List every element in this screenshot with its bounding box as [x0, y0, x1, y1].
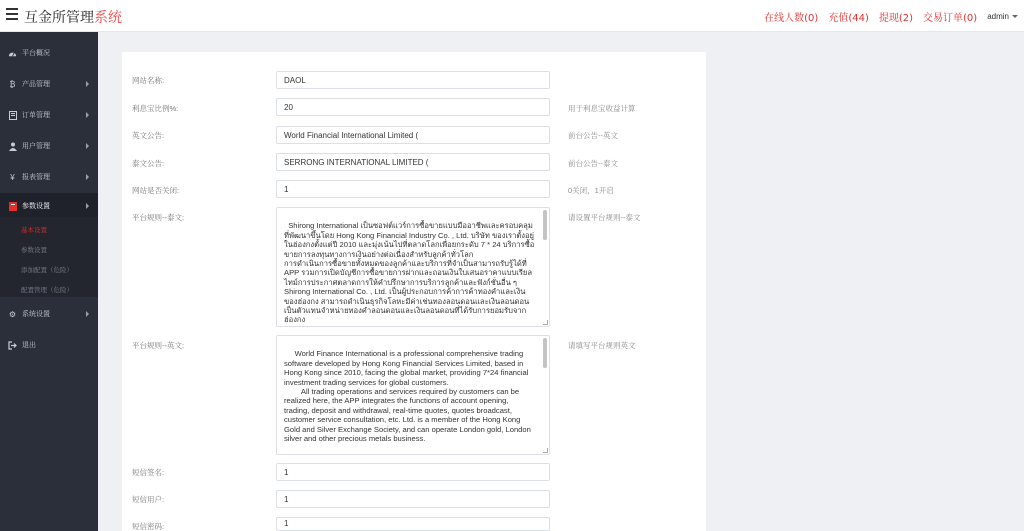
sidebar-item-label: 退出 — [22, 342, 36, 349]
chevron-right-icon — [86, 203, 89, 209]
notice-en-hint: 前台公告--英文 — [568, 131, 618, 140]
sidebar — [0, 32, 98, 531]
sms-sign-label: 短信签名: — [132, 468, 165, 477]
logout-icon — [8, 341, 17, 350]
sidebar-item-overview[interactable] — [0, 40, 98, 66]
chevron-right-icon — [86, 112, 89, 118]
sidebar-item-users[interactable] — [0, 133, 98, 159]
sidebar-item-label: 产品管理 — [22, 81, 50, 88]
sidebar-item-orders[interactable] — [0, 102, 98, 128]
sidebar-item-reports[interactable] — [0, 164, 98, 190]
rules-en-hint: 请填写平台规则英文 — [568, 341, 636, 350]
sidebar-item-label: 报表管理 — [22, 174, 50, 181]
resize-handle-icon[interactable] — [543, 448, 548, 453]
site-closed-label: 网站是否关闭: — [132, 186, 180, 195]
rules-en-text: World Finance International is a professional comprehensive trading software developed by Hong Kong Financial Services Limited, based in Hong Kong since 2010, facing the global market, providing 7*24 financial investment trading services for global customers. All trading operations and services required by customers can be realized here, the APP integrates the functions of account opening, trading, deposit and withdrawal, real-time quotes, quotes broadcast, customer service consultation, etc. Ltd. is a member of the Hong Kong Gold and Silver Exchange Society, and can operate London gold, London silver and other precious metals business. — [284, 349, 531, 444]
sidebar-item-products[interactable] — [0, 71, 98, 97]
notice-en-label: 英文公告: — [132, 131, 165, 140]
submenu-parameter-settings[interactable]: 参数设置 — [21, 247, 47, 254]
chevron-right-icon — [86, 311, 89, 317]
submenu-basic-settings[interactable]: 基本设置 — [21, 227, 47, 234]
sidebar-item-label: 订单管理 — [22, 112, 50, 119]
sidebar-item-system[interactable] — [0, 301, 98, 327]
sidebar-item-label: 参数设置 — [22, 203, 50, 210]
rules-en-scrollbar[interactable] — [543, 338, 547, 368]
sms-user-label: 短信用户: — [132, 495, 165, 504]
document-icon — [8, 111, 17, 120]
sidebar-submenu — [0, 217, 98, 297]
rules-th-textarea[interactable] — [276, 207, 550, 327]
sidebar-item-label: 平台概况 — [22, 50, 50, 57]
site-closed-input[interactable] — [276, 180, 550, 198]
submenu-config-manage[interactable]: 配置管理（危险） — [21, 287, 73, 294]
sms-sign-input[interactable] — [276, 463, 550, 481]
chevron-right-icon — [86, 143, 89, 149]
interest-rate-input[interactable] — [276, 98, 550, 116]
sms-password-input[interactable] — [276, 517, 550, 531]
submenu-add-config[interactable]: 添加配置（危险） — [21, 267, 73, 274]
chevron-right-icon — [86, 174, 89, 180]
dashboard-icon — [8, 49, 17, 58]
sms-user-input[interactable] — [276, 490, 550, 508]
rules-en-textarea[interactable] — [276, 335, 550, 455]
chevron-right-icon — [86, 81, 89, 87]
rules-th-text: Shirong International เป็นซอฟต์แวร์การซื้อขายแบบมืออาชีพและครอบคลุมที่พัฒนาขึ้นโดย Hong Kong Financial Industry Co. , Ltd. บริษัท ของเราตั้งอยู่ในฮ่องกงตั้งแต่ปี 2010 และมุ่งเน้นไปที่ตลาดโลกเพื่อยกระดับ 7 * 24 บริการซื้อขายการลงทุนทางการเงินอย่างต่อเนื่องสำหรับลูกค้าทั่วโลก การดำเนินการซื้อขายทั้งหมดของลูกค้าและบริการที่จำเป็นสามารถรับรู้ได้ที่ APP รวมการเปิดบัญชีการซื้อขายการฝากและถอนเงินใบเสนอราคาแบบเรียลไทม์การประกาศตลาดการให้คำปรึกษาการบริการลูกค้าและฟังก์ชั่นอื่น ๆ Shirong International Co. , Ltd. เป็นผู้ประกอบการค้าการค้าทองคำและเงินของฮ่องกง สามารถดำเนินธุรกิจโลหะมีค่าเช่นทองลอนดอนและเงินลอนดอนเป็นตัวแทนจำหน่ายทองคำลอนดอนและเงินลอนดอนที่ได้รับการยอมรับจากฮ่องกง — [284, 221, 535, 325]
hamburger-menu-icon[interactable] — [6, 8, 18, 20]
rules-th-label: 平台规则--泰文: — [132, 213, 185, 222]
rules-th-scrollbar[interactable] — [543, 210, 547, 240]
app-title-main: 互金所管理 — [24, 10, 94, 26]
app-title — [24, 7, 122, 27]
sms-password-label: 短信密码: — [132, 522, 165, 531]
sidebar-item-logout[interactable] — [0, 332, 98, 358]
sidebar-item-label: 系统设置 — [22, 311, 50, 318]
withdraw-link[interactable]: 提现(2) — [878, 12, 914, 24]
notice-th-label: 泰文公告: — [132, 159, 165, 168]
rules-en-label: 平台规则--英文: — [132, 341, 185, 350]
notice-en-input[interactable] — [276, 126, 550, 144]
notice-th-hint: 前台公告--泰文 — [568, 159, 618, 168]
username: admin — [987, 11, 1009, 21]
site-closed-hint: 0关闭，1开启 — [568, 186, 614, 195]
site-name-input[interactable] — [276, 71, 550, 89]
header-actions — [754, 0, 1018, 32]
online-users-link[interactable]: 在线人数(0) — [764, 12, 819, 24]
bitcoin-icon: ₿ — [9, 79, 16, 89]
gears-icon: ⚙ — [8, 309, 17, 319]
user-menu[interactable] — [987, 12, 1018, 21]
top-bar — [0, 0, 1024, 32]
recharge-link[interactable]: 充值(44) — [828, 12, 869, 24]
resize-handle-icon[interactable] — [543, 320, 548, 325]
trade-orders-link[interactable]: 交易订单(0) — [923, 12, 978, 24]
interest-rate-hint: 用于利息宝收益计算 — [568, 104, 636, 113]
sidebar-item-label: 用户管理 — [22, 143, 50, 150]
rules-th-hint: 请设置平台规则--泰文 — [568, 213, 641, 222]
notice-th-input[interactable] — [276, 153, 550, 171]
yen-icon: ¥ — [10, 172, 15, 182]
site-name-label: 网站名称: — [132, 76, 165, 85]
bookmark-icon — [8, 202, 17, 211]
app-title-accent: 系统 — [94, 10, 122, 26]
interest-rate-label: 利息宝比例%: — [132, 104, 179, 113]
sidebar-item-parameters[interactable] — [0, 193, 98, 219]
chevron-down-icon — [1012, 15, 1018, 18]
user-icon — [8, 142, 17, 151]
